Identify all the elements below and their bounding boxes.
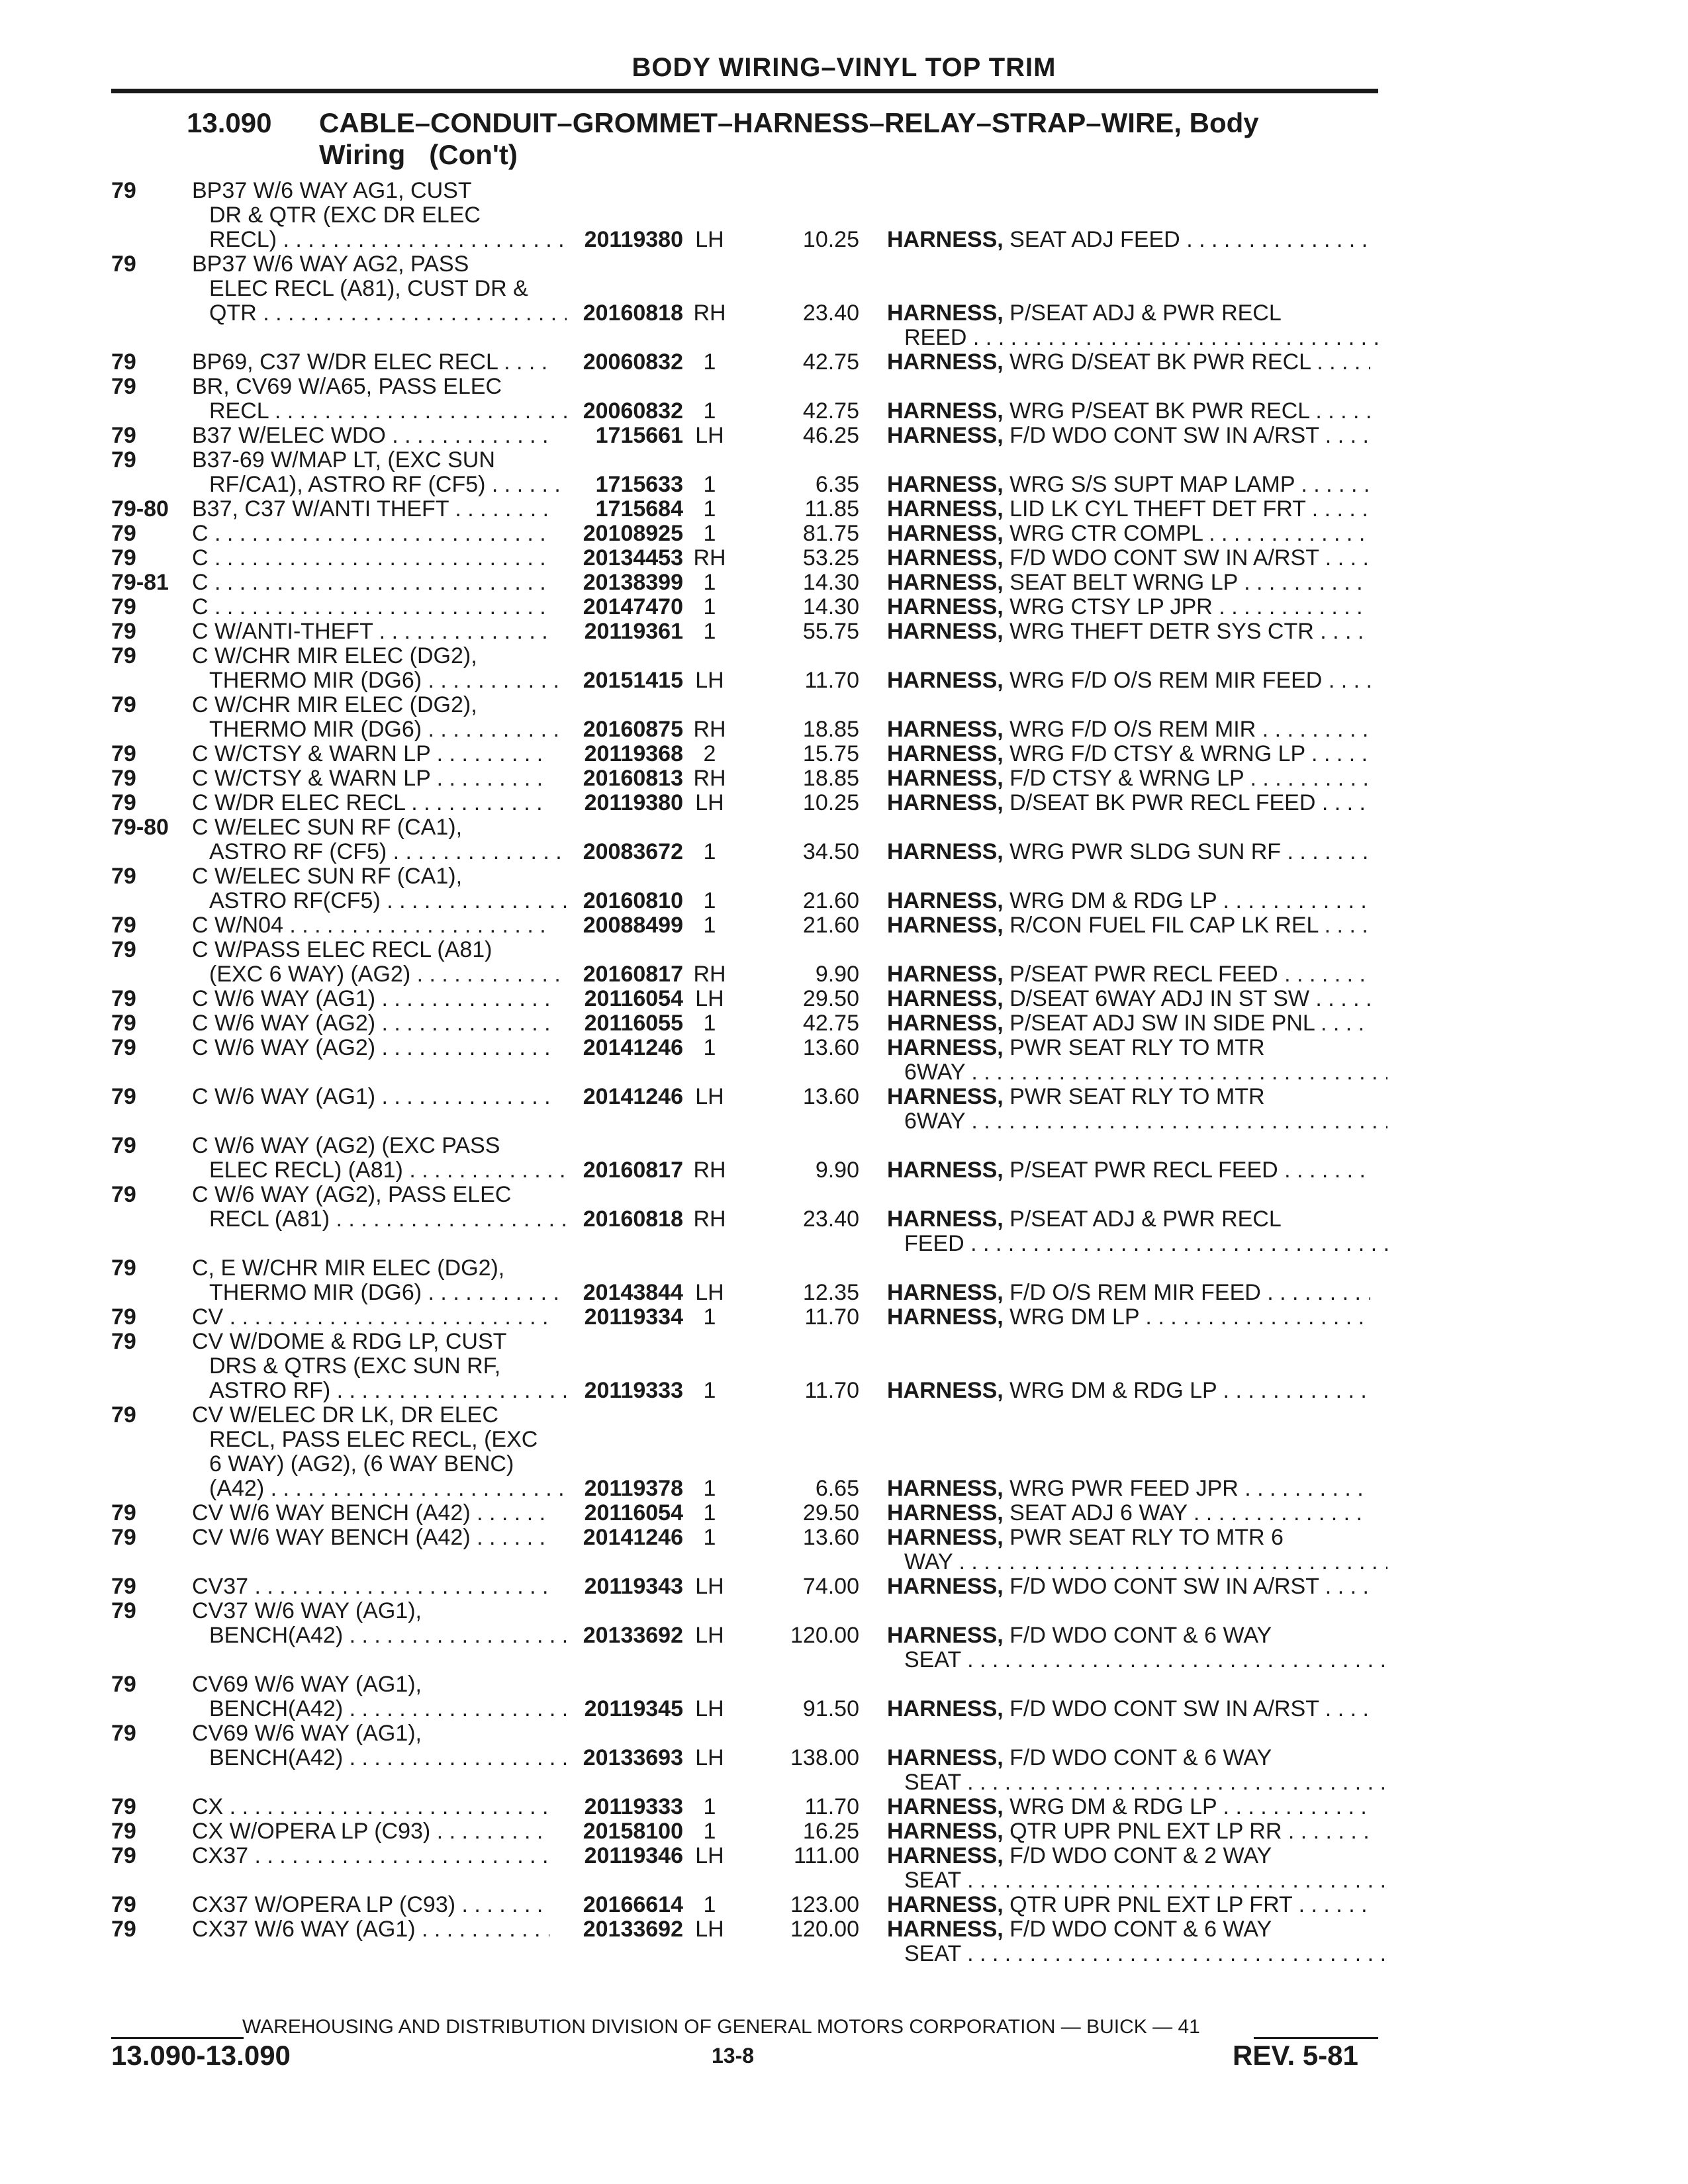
entry-year: 79	[111, 643, 136, 668]
entry-part-number: 1715633	[595, 472, 683, 497]
entry-part-name: HARNESS, F/D WDO CONT SW IN A/RST . . .	[887, 546, 1370, 570]
entry-quantity: 1	[703, 1476, 716, 1501]
entry-year: 79	[111, 1721, 136, 1746]
entry-part-number: 20119345	[584, 1696, 683, 1721]
entry-quantity: LH	[695, 986, 724, 1011]
entry-part-number: 20160818	[583, 1206, 683, 1232]
entry-part-number: 20133692	[583, 1623, 683, 1648]
entry-part-name: HARNESS, SEAT BELT WRNG LP . . .	[887, 570, 1370, 595]
entry-part-number: 20119333	[584, 1378, 683, 1403]
entry-price: 46.25	[802, 423, 859, 448]
entry-part-number: 20119361	[584, 619, 683, 644]
entry-part-number: 20119333	[584, 1794, 683, 1819]
entry-price: 42.75	[802, 349, 859, 375]
entry-quantity: 1	[703, 496, 716, 522]
entry-description: C W/N04 . . .	[192, 913, 549, 938]
entry-part-number: 20138399	[583, 570, 683, 595]
entry-part-name: REED . . .	[904, 326, 1387, 350]
entry-price: 91.50	[802, 1696, 859, 1721]
entry-year: 79	[111, 1917, 136, 1942]
entry-description: C . . .	[192, 570, 549, 595]
entry-quantity: 1	[703, 1304, 716, 1330]
entry-price: 13.60	[802, 1035, 859, 1060]
entry-quantity: LH	[695, 1917, 724, 1942]
entry-part-name: HARNESS, F/D WDO CONT & 2 WAY	[887, 1844, 1272, 1868]
entry-description: CV W/6 WAY BENCH (A42) . . .	[192, 1525, 549, 1550]
entry-part-name: HARNESS, WRG CTSY LP JPR . . .	[887, 595, 1370, 619]
entry-part-name: HARNESS, QTR UPR PNL EXT LP FRT . . .	[887, 1893, 1370, 1917]
entry-year: 79	[111, 1011, 136, 1036]
entry-description: CV37 . . .	[192, 1574, 549, 1599]
entry-part-number: 20158100	[583, 1819, 683, 1844]
entry-description: CV . . .	[192, 1305, 549, 1330]
entry-part-name: HARNESS, WRG THEFT DETR SYS CTR . . .	[887, 619, 1370, 644]
entry-price: 14.30	[802, 594, 859, 619]
entry-price: 74.00	[802, 1574, 859, 1599]
entry-part-name: WAY . . .	[904, 1550, 1387, 1574]
entry-quantity: LH	[695, 1745, 724, 1770]
entry-part-name: HARNESS, F/D WDO CONT SW IN A/RST . . .	[887, 1574, 1370, 1599]
entry-year: 79	[111, 1182, 136, 1207]
entry-part-number: 20151415	[583, 668, 683, 693]
entry-part-number: 20119346	[584, 1843, 683, 1868]
entry-description: C W/6 WAY (AG1) . . .	[192, 987, 549, 1011]
entry-quantity: LH	[695, 227, 724, 252]
entry-quantity: 1	[703, 398, 716, 424]
entry-price: 12.35	[802, 1280, 859, 1305]
entry-year: 79-80	[111, 815, 169, 840]
entry-year: 79	[111, 1843, 136, 1868]
entry-quantity: 1	[703, 1500, 716, 1525]
entry-quantity: 1	[703, 619, 716, 644]
entry-part-number: 20141246	[583, 1035, 683, 1060]
entry-price: 9.90	[815, 962, 859, 987]
entry-quantity: 1	[703, 888, 716, 913]
entry-part-name: HARNESS, P/SEAT PWR RECL FEED . . .	[887, 962, 1370, 987]
entry-price: 138.00	[790, 1745, 859, 1770]
entry-price: 53.25	[802, 545, 859, 570]
entry-description: CV W/6 WAY BENCH (A42) . . .	[192, 1501, 549, 1525]
entry-part-number: 20119380	[584, 790, 683, 815]
entry-part-number: 20119368	[584, 741, 683, 766]
entry-description: (A42) . . .	[209, 1477, 567, 1501]
entry-quantity: LH	[695, 1843, 724, 1868]
page-header: BODY WIRING–VINYL TOP TRIM	[632, 53, 1056, 82]
entry-description: C, E W/CHR MIR ELEC (DG2),	[192, 1256, 505, 1281]
entry-quantity: 1	[703, 839, 716, 864]
entry-year: 79	[111, 619, 136, 644]
entry-part-name: HARNESS, PWR SEAT RLY TO MTR 6	[887, 1525, 1284, 1550]
entry-year: 79	[111, 1304, 136, 1330]
entry-part-number: 20116055	[584, 1011, 683, 1036]
entry-price: 11.70	[804, 1304, 859, 1330]
entry-part-number: 20160817	[583, 962, 683, 987]
entry-price: 23.40	[802, 300, 859, 326]
entry-description: ASTRO RF) . . .	[209, 1379, 567, 1403]
entry-part-name: HARNESS, WRG DM & RDG LP . . .	[887, 889, 1370, 913]
entry-part-number: 20119334	[584, 1304, 683, 1330]
entry-year: 79	[111, 1255, 136, 1281]
entry-description: RECL, PASS ELEC RECL, (EXC	[209, 1428, 538, 1452]
footer-section-range: 13.090-13.090	[111, 2040, 291, 2071]
entry-quantity: RH	[693, 1158, 726, 1183]
entry-price: 21.60	[802, 888, 859, 913]
entry-description: BENCH(A42) . . .	[209, 1623, 567, 1648]
entry-price: 6.35	[815, 472, 859, 497]
entry-year: 79	[111, 251, 136, 277]
entry-description: C W/6 WAY (AG2), PASS ELEC	[192, 1183, 512, 1207]
entry-part-name: HARNESS, F/D WDO CONT & 6 WAY	[887, 1623, 1272, 1648]
entry-description: C . . .	[192, 595, 549, 619]
entry-part-number: 20133693	[583, 1745, 683, 1770]
entry-part-number: 20119343	[584, 1574, 683, 1599]
entry-part-number: 20083672	[583, 839, 683, 864]
entry-quantity: 1	[703, 1011, 716, 1036]
entry-part-name: HARNESS, SEAT ADJ 6 WAY . . .	[887, 1501, 1370, 1525]
entry-part-name: HARNESS, P/SEAT ADJ & PWR RECL	[887, 1207, 1282, 1232]
footer-rule-left	[111, 2037, 244, 2039]
entry-description: B37 W/ELEC WDO . . .	[192, 424, 549, 448]
entry-year: 79	[111, 692, 136, 717]
entry-year: 79	[111, 374, 136, 399]
entry-description: C . . .	[192, 522, 549, 546]
entry-part-name: HARNESS, QTR UPR PNL EXT LP RR . . .	[887, 1819, 1370, 1844]
entry-year: 79	[111, 790, 136, 815]
entry-description: CV37 W/6 WAY (AG1),	[192, 1599, 422, 1623]
entry-price: 10.25	[802, 790, 859, 815]
entry-price: 42.75	[802, 398, 859, 424]
entry-quantity: 1	[703, 521, 716, 546]
entry-description: C W/ELEC SUN RF (CA1),	[192, 815, 463, 840]
entry-description: CV W/DOME & RDG LP, CUST	[192, 1330, 507, 1354]
entry-year: 79	[111, 1574, 136, 1599]
entry-year: 79-81	[111, 570, 169, 595]
entry-price: 123.00	[790, 1892, 859, 1917]
entry-year: 79	[111, 521, 136, 546]
entry-quantity: LH	[695, 1574, 724, 1599]
entry-description: (EXC 6 WAY) (AG2) . . .	[209, 962, 567, 987]
entry-part-name: HARNESS, LID LK CYL THEFT DET FRT . . .	[887, 497, 1370, 522]
entry-price: 111.00	[794, 1843, 859, 1868]
entry-quantity: RH	[693, 545, 726, 570]
entry-description: DRS & QTRS (EXC SUN RF,	[209, 1354, 501, 1379]
entry-year: 79	[111, 423, 136, 448]
entry-description: THERMO MIR (DG6) . . .	[209, 1281, 567, 1305]
entry-price: 29.50	[802, 1500, 859, 1525]
entry-part-number: 20166614	[583, 1892, 683, 1917]
entry-description: C W/6 WAY (AG2) . . .	[192, 1011, 549, 1036]
section-title-line2: Wiring	[319, 139, 406, 170]
entry-description: THERMO MIR (DG6) . . .	[209, 668, 567, 693]
entry-quantity: LH	[695, 790, 724, 815]
entry-price: 11.85	[804, 496, 859, 522]
entry-part-number: 1715684	[595, 496, 683, 522]
entry-part-name: HARNESS, WRG PWR FEED JPR . . .	[887, 1477, 1370, 1501]
entry-description: CV69 W/6 WAY (AG1),	[192, 1672, 422, 1697]
entry-description: ELEC RECL (A81), CUST DR &	[209, 277, 528, 301]
entry-part-name: HARNESS, F/D O/S REM MIR FEED . . .	[887, 1281, 1370, 1305]
entry-description: BR, CV69 W/A65, PASS ELEC	[192, 375, 502, 399]
entry-description: ASTRO RF (CF5) . . .	[209, 840, 567, 864]
entry-quantity: 1	[703, 1794, 716, 1819]
entry-year: 79	[111, 1402, 136, 1428]
entry-description: C W/DR ELEC RECL . . .	[192, 791, 549, 815]
entry-quantity: LH	[695, 1623, 724, 1648]
entry-part-name: HARNESS, F/D CTSY & WRNG LP . . .	[887, 766, 1370, 791]
entry-description: B37, C37 W/ANTI THEFT . . .	[192, 497, 549, 522]
entry-part-name: SEAT . . .	[904, 1942, 1387, 1966]
entry-part-name: HARNESS, P/SEAT PWR RECL FEED . . .	[887, 1158, 1370, 1183]
entry-quantity: 1	[703, 570, 716, 595]
footer-page-number: 13-8	[712, 2044, 755, 2068]
entry-quantity: RH	[693, 1206, 726, 1232]
entry-quantity: LH	[695, 668, 724, 693]
entry-description: RECL) . . .	[209, 228, 567, 252]
entry-description: BP69, C37 W/DR ELEC RECL . . .	[192, 350, 549, 375]
entry-part-name: HARNESS, WRG DM & RDG LP . . .	[887, 1795, 1370, 1819]
entry-part-name: HARNESS, F/D WDO CONT SW IN A/RST . . .	[887, 1697, 1370, 1721]
entry-description: QTR . . .	[209, 301, 567, 326]
entry-part-number: 20160818	[583, 300, 683, 326]
entry-part-name: HARNESS, F/D WDO CONT & 6 WAY	[887, 1917, 1272, 1942]
entry-quantity: 1	[703, 913, 716, 938]
entry-year: 79	[111, 1035, 136, 1060]
entry-part-name: HARNESS, WRG PWR SLDG SUN RF . . .	[887, 840, 1370, 864]
entry-part-name: HARNESS, R/CON FUEL FIL CAP LK REL . . .	[887, 913, 1370, 938]
entry-part-name: HARNESS, WRG P/SEAT BK PWR RECL . . .	[887, 399, 1370, 424]
entry-price: 9.90	[815, 1158, 859, 1183]
entry-part-number: 20160875	[583, 717, 683, 742]
entry-part-name: HARNESS, SEAT ADJ FEED . . .	[887, 228, 1370, 252]
entry-quantity: RH	[693, 766, 726, 791]
entry-year: 79	[111, 1525, 136, 1550]
entry-part-number: 20160810	[583, 888, 683, 913]
entry-description: CV W/ELEC DR LK, DR ELEC	[192, 1403, 498, 1428]
entry-price: 11.70	[804, 668, 859, 693]
entry-part-name: HARNESS, WRG F/D O/S REM MIR FEED . . .	[887, 668, 1370, 693]
entry-description: CX . . .	[192, 1795, 549, 1819]
entry-year: 79	[111, 913, 136, 938]
entry-part-name: HARNESS, WRG F/D CTSY & WRNG LP . . .	[887, 742, 1370, 766]
entry-year: 79	[111, 1598, 136, 1623]
entry-description: B37-69 W/MAP LT, (EXC SUN	[192, 448, 495, 473]
entry-part-name: SEAT . . .	[904, 1770, 1387, 1795]
entry-description: DR & QTR (EXC DR ELEC	[209, 203, 481, 228]
entry-quantity: RH	[693, 717, 726, 742]
entry-description: BENCH(A42) . . .	[209, 1697, 567, 1721]
entry-description: CX37 . . .	[192, 1844, 549, 1868]
entry-quantity: LH	[695, 1280, 724, 1305]
entry-price: 11.70	[804, 1378, 859, 1403]
entry-quantity: 1	[703, 1035, 716, 1060]
entry-price: 10.25	[802, 227, 859, 252]
entry-year: 79	[111, 1084, 136, 1109]
entry-description: RF/CA1), ASTRO RF (CF5) . . .	[209, 473, 567, 497]
entry-year: 79	[111, 594, 136, 619]
entry-year: 79	[111, 178, 136, 203]
entry-year: 79	[111, 447, 136, 473]
entry-part-name: SEAT . . .	[904, 1868, 1387, 1893]
entry-description: ELEC RECL) (A81) . . .	[209, 1158, 567, 1183]
entry-part-number: 20060832	[583, 398, 683, 424]
entry-quantity: 1	[703, 1525, 716, 1550]
entry-description: C W/6 WAY (AG1) . . .	[192, 1085, 549, 1109]
entry-part-name: HARNESS, F/D WDO CONT & 6 WAY	[887, 1746, 1272, 1770]
entry-part-number: 20088499	[583, 913, 683, 938]
entry-year: 79	[111, 1329, 136, 1354]
entry-part-number: 20147470	[583, 594, 683, 619]
entry-price: 120.00	[790, 1917, 859, 1942]
entry-part-number: 1715661	[595, 423, 683, 448]
entry-price: 34.50	[802, 839, 859, 864]
entry-year: 79	[111, 545, 136, 570]
section-number: 13.090	[187, 107, 272, 138]
entry-description: C W/ELEC SUN RF (CA1),	[192, 864, 463, 889]
entry-part-name: 6WAY . . .	[904, 1109, 1387, 1134]
entry-price: 6.65	[815, 1476, 859, 1501]
entry-description: C W/CTSY & WARN LP . . .	[192, 766, 549, 791]
entry-part-name: HARNESS, PWR SEAT RLY TO MTR	[887, 1085, 1265, 1109]
entry-year: 79	[111, 1133, 136, 1158]
entry-price: 23.40	[802, 1206, 859, 1232]
entry-year: 79	[111, 1794, 136, 1819]
entry-part-name: HARNESS, F/D WDO CONT SW IN A/RST . . .	[887, 424, 1370, 448]
section-continued: (Con't)	[429, 139, 518, 170]
entry-year: 79	[111, 1892, 136, 1917]
entry-description: C W/CTSY & WARN LP . . .	[192, 742, 549, 766]
entry-description: BP37 W/6 WAY AG1, CUST	[192, 179, 472, 203]
entry-quantity: RH	[693, 962, 726, 987]
entry-description: BP37 W/6 WAY AG2, PASS	[192, 252, 469, 277]
entry-description: C . . .	[192, 546, 549, 570]
entry-part-number: 20116054	[584, 1500, 683, 1525]
entry-price: 42.75	[802, 1011, 859, 1036]
entry-year: 79	[111, 766, 136, 791]
entry-year: 79	[111, 986, 136, 1011]
entry-description: C W/6 WAY (AG2) . . .	[192, 1036, 549, 1060]
entry-part-name: HARNESS, PWR SEAT RLY TO MTR	[887, 1036, 1265, 1060]
entry-description: C W/PASS ELEC RECL (A81)	[192, 938, 492, 962]
entry-part-number: 20116054	[584, 986, 683, 1011]
entry-year: 79-80	[111, 496, 169, 522]
entry-year: 79	[111, 349, 136, 375]
entry-part-name: HARNESS, P/SEAT ADJ & PWR RECL	[887, 301, 1282, 326]
entry-quantity: 1	[703, 349, 716, 375]
entry-year: 79	[111, 1819, 136, 1844]
entry-price: 13.60	[802, 1084, 859, 1109]
entry-part-name: HARNESS, WRG F/D O/S REM MIR . . .	[887, 717, 1370, 742]
entry-part-number: 20143844	[583, 1280, 683, 1305]
entry-part-name: HARNESS, WRG S/S SUPT MAP LAMP . . .	[887, 473, 1370, 497]
entry-part-number: 20119380	[584, 227, 683, 252]
entry-price: 55.75	[802, 619, 859, 644]
entry-year: 79	[111, 1500, 136, 1525]
entry-description: C W/6 WAY (AG2) (EXC PASS	[192, 1134, 500, 1158]
entry-price: 13.60	[802, 1525, 859, 1550]
entry-price: 120.00	[790, 1623, 859, 1648]
entry-description: CX W/OPERA LP (C93) . . .	[192, 1819, 549, 1844]
entry-quantity: 1	[703, 1378, 716, 1403]
entry-part-name: HARNESS, D/SEAT BK PWR RECL FEED . . .	[887, 791, 1370, 815]
entry-year: 79	[111, 1672, 136, 1697]
entry-part-number: 20119378	[584, 1476, 683, 1501]
entry-quantity: LH	[695, 423, 724, 448]
entry-price: 18.85	[802, 717, 859, 742]
section-title: CABLE–CONDUIT–GROMMET–HARNESS–RELAY–STRAP–WIRE, Body	[319, 107, 1259, 138]
footer-rule-right	[1254, 2037, 1378, 2039]
entry-description: C W/CHR MIR ELEC (DG2),	[192, 693, 477, 717]
entry-part-name: HARNESS, P/SEAT ADJ SW IN SIDE PNL . . .	[887, 1011, 1370, 1036]
entry-description: CX37 W/6 WAY (AG1) . . .	[192, 1917, 549, 1942]
entry-year: 79	[111, 741, 136, 766]
section-heading	[187, 107, 1259, 171]
entry-year: 79	[111, 864, 136, 889]
entry-year: 79	[111, 937, 136, 962]
entry-part-number: 20133692	[583, 1917, 683, 1942]
entry-price: 21.60	[802, 913, 859, 938]
entry-quantity: 1	[703, 1819, 716, 1844]
entry-part-number: 20060832	[583, 349, 683, 375]
entry-part-name: 6WAY . . .	[904, 1060, 1387, 1085]
entry-part-number: 20160813	[583, 766, 683, 791]
entry-quantity: LH	[695, 1084, 724, 1109]
entry-quantity: 1	[703, 1892, 716, 1917]
entry-price: 15.75	[802, 741, 859, 766]
entry-part-number: 20160817	[583, 1158, 683, 1183]
entry-description: RECL (A81) . . .	[209, 1207, 567, 1232]
entry-description: ASTRO RF(CF5) . . .	[209, 889, 567, 913]
entry-price: 11.70	[804, 1794, 859, 1819]
entry-description: CV69 W/6 WAY (AG1),	[192, 1721, 422, 1746]
entry-description: CX37 W/OPERA LP (C93) . . .	[192, 1893, 549, 1917]
footer-division: WAREHOUSING AND DISTRIBUTION DIVISION OF GENERAL MOTORS CORPORATION — BUICK — 41	[242, 2016, 1200, 2038]
entry-part-name: FEED . . .	[904, 1232, 1387, 1256]
entry-part-name: HARNESS, WRG DM LP . . .	[887, 1305, 1370, 1330]
entry-part-number: 20141246	[583, 1084, 683, 1109]
entry-price: 16.25	[802, 1819, 859, 1844]
entry-price: 81.75	[802, 521, 859, 546]
entry-price: 18.85	[802, 766, 859, 791]
entry-description: C W/CHR MIR ELEC (DG2),	[192, 644, 477, 668]
entry-part-number: 20134453	[583, 545, 683, 570]
entry-part-name: HARNESS, WRG D/SEAT BK PWR RECL . . .	[887, 350, 1370, 375]
entry-part-name: HARNESS, WRG DM & RDG LP . . .	[887, 1379, 1370, 1403]
entry-part-name: HARNESS, D/SEAT 6WAY ADJ IN ST SW . . .	[887, 987, 1370, 1011]
entry-part-number: 20141246	[583, 1525, 683, 1550]
entry-quantity: RH	[693, 300, 726, 326]
entry-part-name: HARNESS, WRG CTR COMPL . . .	[887, 522, 1370, 546]
entry-quantity: 1	[703, 472, 716, 497]
entry-price: 14.30	[802, 570, 859, 595]
entry-description: 6 WAY) (AG2), (6 WAY BENC)	[209, 1452, 514, 1477]
entry-description: BENCH(A42) . . .	[209, 1746, 567, 1770]
entry-part-name: SEAT . . .	[904, 1648, 1387, 1672]
entry-price: 29.50	[802, 986, 859, 1011]
entry-quantity: 1	[703, 594, 716, 619]
entry-quantity: 2	[703, 741, 716, 766]
header-rule	[111, 89, 1378, 93]
entry-quantity: LH	[695, 1696, 724, 1721]
entry-description: THERMO MIR (DG6) . . .	[209, 717, 567, 742]
footer-revision: REV. 5-81	[1233, 2040, 1358, 2071]
entry-description: RECL . . .	[209, 399, 567, 424]
entry-description: C W/ANTI-THEFT . . .	[192, 619, 549, 644]
entry-part-number: 20108925	[583, 521, 683, 546]
